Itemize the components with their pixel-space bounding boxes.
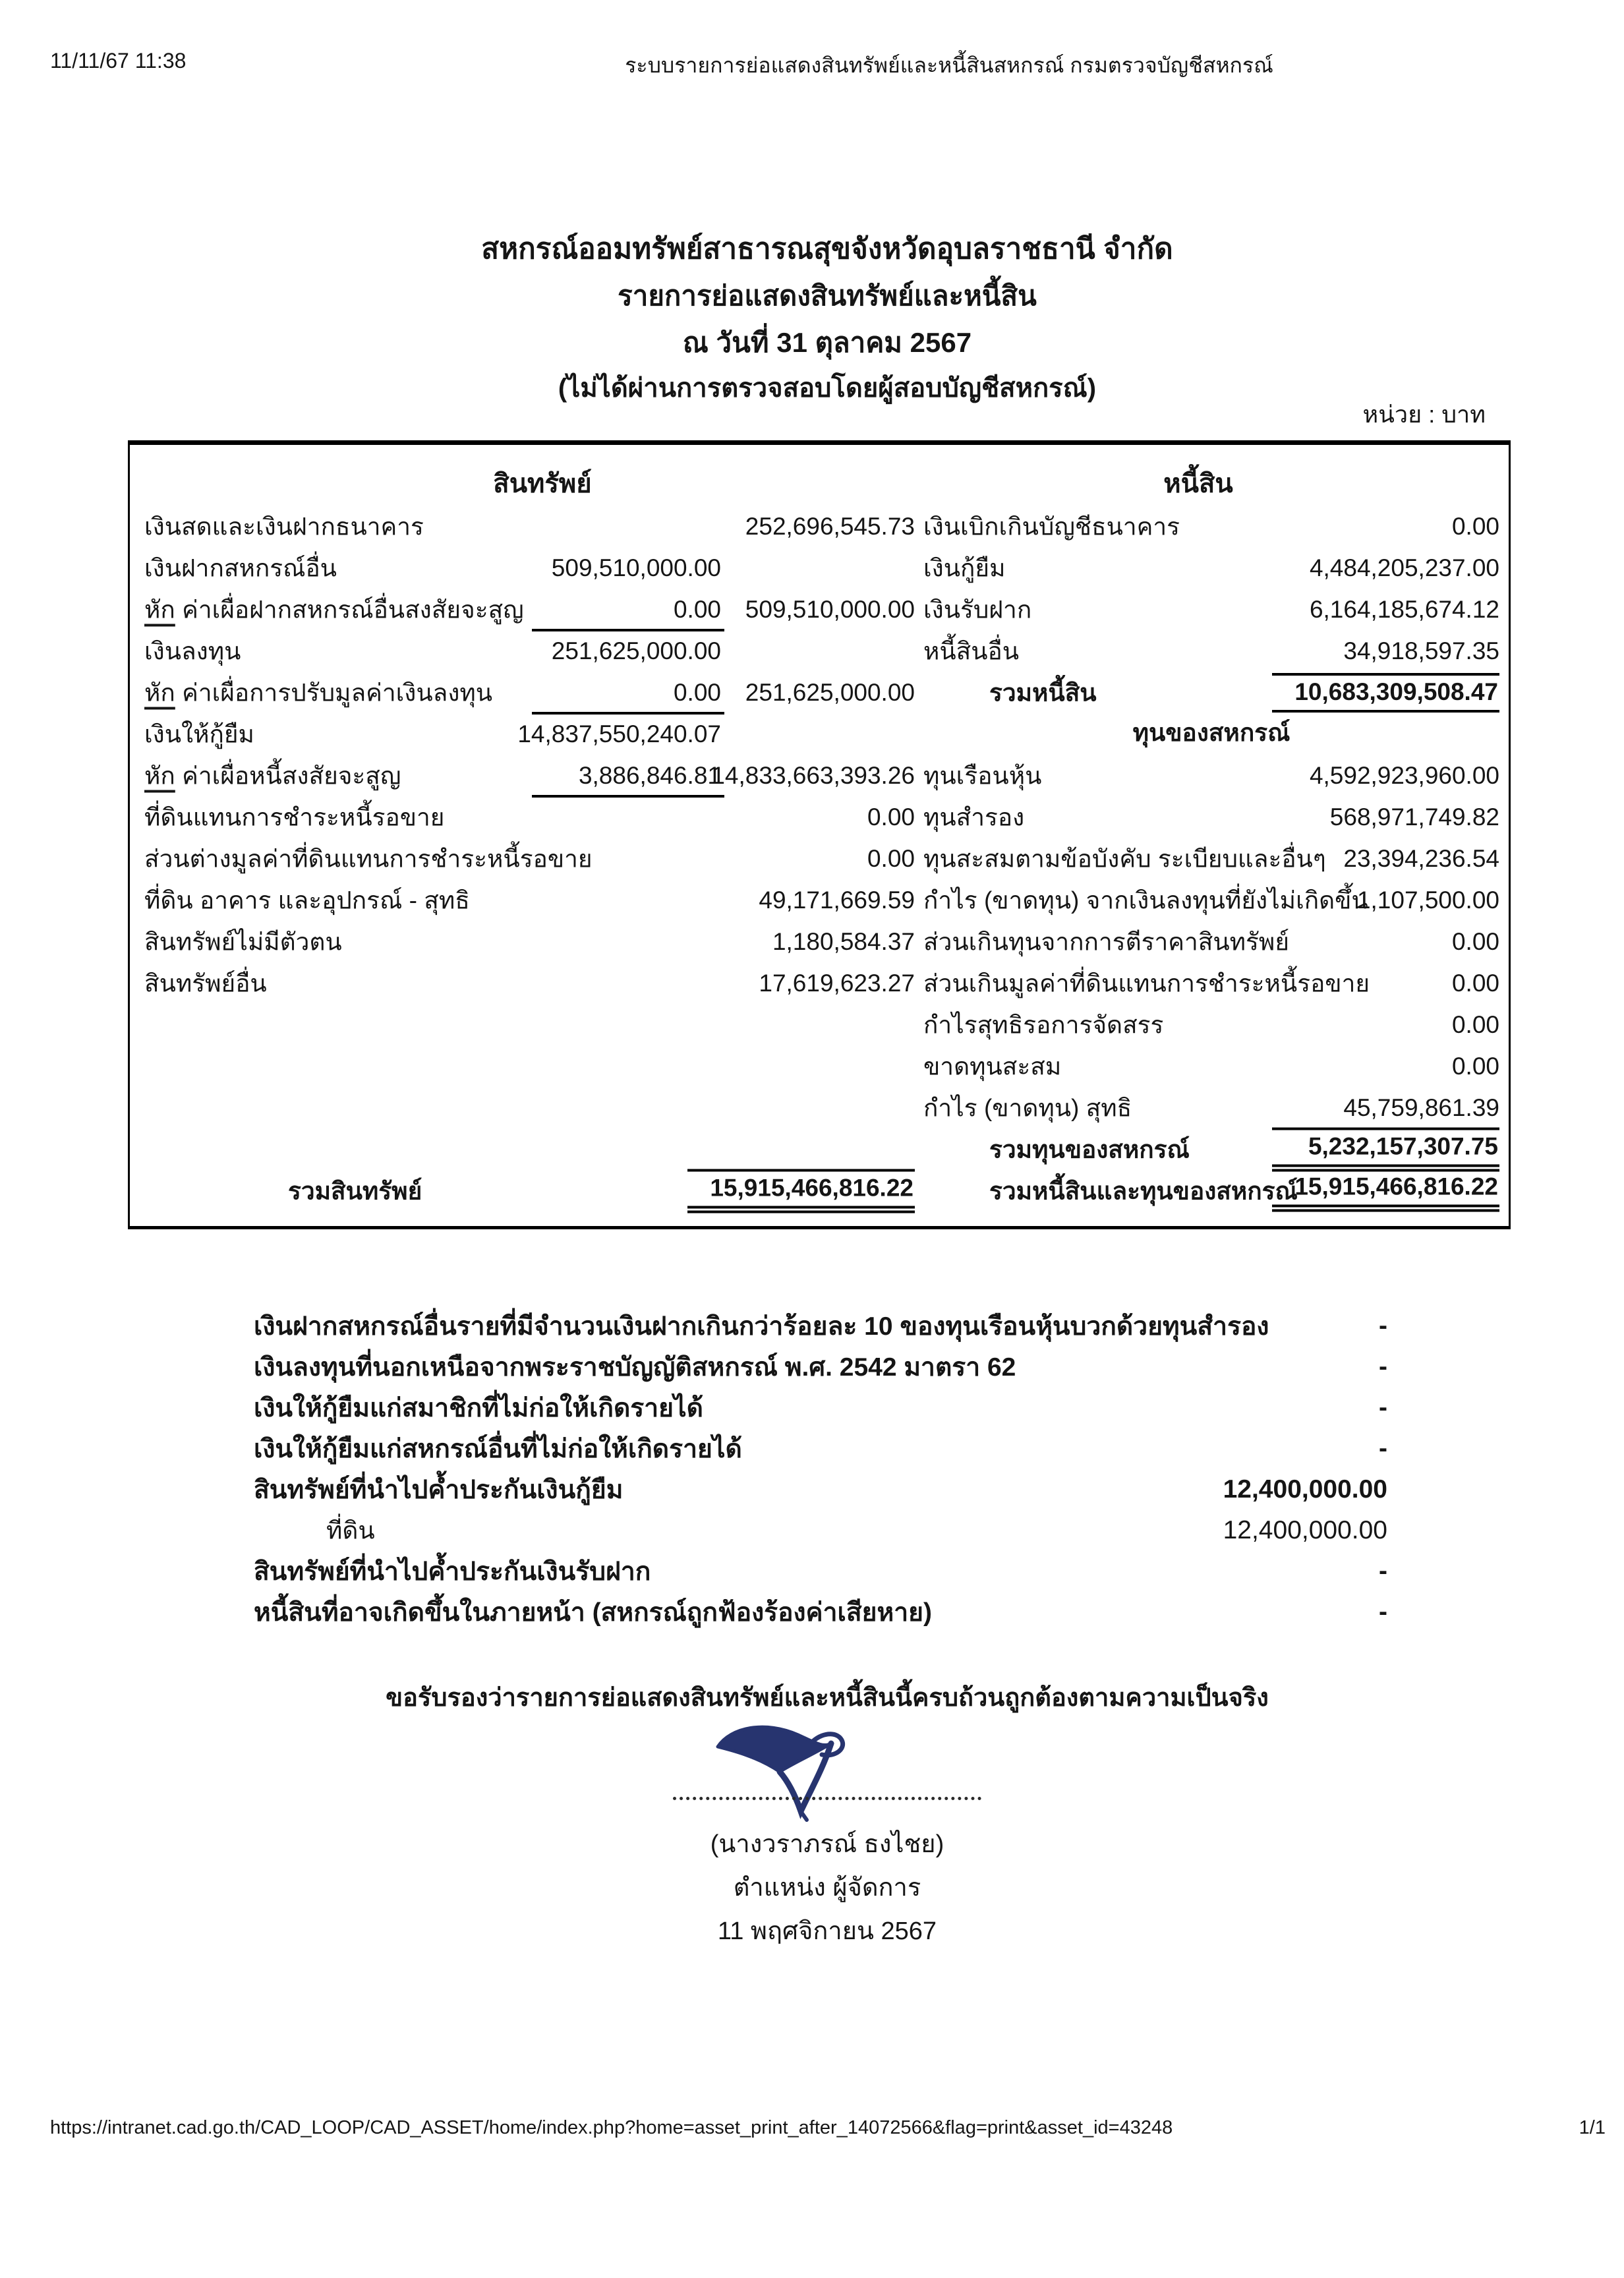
- asset-row: [130, 672, 915, 713]
- note-label: สินทรัพย์ที่นำไปค้ำประกันเงินกู้ยืม: [254, 1476, 624, 1504]
- asset-row-label: หัก ค่าเผื่อการปรับมูลค่าเงินลงทุน: [144, 679, 493, 706]
- unit-label: หน่วย : บาท: [1362, 401, 1486, 428]
- note-label: สินทรัพย์ที่นำไปค้ำประกันเงินรับฝาก: [254, 1558, 651, 1586]
- asset-row: [130, 838, 915, 879]
- note-label: ที่ดิน: [326, 1517, 375, 1544]
- assets-total-row: [130, 1170, 915, 1212]
- asset-amount-col1: 509,510,000.00: [551, 554, 721, 581]
- note-row: [254, 1510, 1387, 1551]
- asset-row-label: หัก ค่าเผื่อฝากสหกรณ์อื่นสงสัยจะสูญ: [144, 596, 524, 623]
- spacer-row: [130, 1128, 915, 1170]
- note-row: [254, 1551, 1387, 1592]
- asset-row: [130, 921, 915, 962]
- asset-amount-col2: 0.00: [867, 844, 915, 872]
- capital-section-label: ทุนของสหกรณ์: [1132, 719, 1290, 746]
- liability-row-label: เงินกู้ยืม: [923, 554, 1006, 581]
- asset-amount-col1: 251,625,000.00: [551, 637, 721, 664]
- note-value: -: [1379, 1434, 1387, 1463]
- liability-amount: 568,971,749.82: [1329, 803, 1499, 831]
- liability-row-label: ส่วนเกินมูลค่าที่ดินแทนการชำระหนี้รอขาย: [923, 970, 1370, 997]
- liability-total-row: [923, 1128, 1499, 1170]
- balance-sheet-table: [128, 440, 1511, 1229]
- as-of-date: ณ วันที่ 31 ตุลาคม 2567: [682, 327, 972, 358]
- assets-total-label: รวมสินทรัพย์: [288, 1177, 422, 1204]
- system-title: ระบบรายการย่อแสดงสินทรัพย์และหนี้สินสหกรณ์ กรมตรวจบัญชีสหกรณ์: [625, 53, 1273, 77]
- liability-total-row: [923, 1170, 1499, 1212]
- assets-column: [130, 506, 915, 1212]
- liability-amount: 4,592,923,960.00: [1309, 761, 1499, 789]
- audit-note: (ไม่ได้ผ่านการตรวจสอบโดยผู้สอบบัญชีสหกรณ์): [558, 374, 1097, 403]
- asset-amount-col2: 252,696,545.73: [745, 512, 915, 540]
- liability-row-label: รวมหนี้สินและทุนของสหกรณ์: [989, 1177, 1298, 1204]
- asset-row-label: ที่ดินแทนการชำระหนี้รอขาย: [144, 803, 445, 831]
- liability-amount: 23,394,236.54: [1343, 844, 1499, 872]
- footer-url: https://intranet.cad.go.th/CAD_LOOP/CAD_ASSET/home/index.php?home=asset_print_after_14072566&flag=print&asset_id=43248: [50, 2117, 1173, 2138]
- liability-row-label: กำไร (ขาดทุน) สุทธิ: [923, 1094, 1132, 1121]
- liability-row-label: เงินรับฝาก: [923, 596, 1032, 623]
- note-row: [254, 1387, 1387, 1428]
- supplementary-notes: [254, 1306, 1387, 1633]
- liability-row-label: ส่วนเกินทุนจากการตีราคาสินทรัพย์: [923, 928, 1289, 955]
- liability-row: [923, 962, 1499, 1004]
- liability-amount: 0.00: [1451, 969, 1499, 997]
- signed-date: 11 พฤศจิกายน 2567: [717, 1917, 937, 1945]
- signer-name: (นางวราภรณ์ ธงไชย): [710, 1830, 944, 1858]
- liability-amount: 0.00: [1451, 512, 1499, 540]
- asset-row: [130, 630, 915, 672]
- asset-row: [130, 879, 915, 921]
- liability-amount: 0.00: [1451, 927, 1499, 955]
- liability-amount: 1,107,500.00: [1356, 886, 1499, 914]
- liability-row: [923, 589, 1499, 630]
- asset-amount-col1: 0.00: [673, 595, 721, 623]
- liability-amount: 0.00: [1451, 1052, 1499, 1080]
- deduct-word: หัก: [144, 679, 175, 706]
- liability-row: [923, 921, 1499, 962]
- note-value: -: [1379, 1353, 1387, 1381]
- assets-column-header: สินทรัพย์: [493, 469, 592, 498]
- liability-row-label: รวมทุนของสหกรณ์: [989, 1136, 1190, 1163]
- liability-row-label: ทุนสะสมตามข้อบังคับ ระเบียบและอื่นๆ: [923, 845, 1326, 872]
- asset-row: [130, 506, 915, 547]
- asset-amount-col2: 1,180,584.37: [772, 927, 915, 955]
- asset-row-label: ที่ดิน อาคาร และอุปกรณ์ - สุทธิ: [144, 887, 470, 914]
- liability-amount: [1272, 673, 1499, 713]
- liability-row: [923, 1087, 1499, 1128]
- liability-row: [923, 630, 1499, 672]
- print-datetime: 11/11/67 11:38: [50, 49, 187, 73]
- assets-total-amount: 15,915,466,816.22: [687, 1169, 915, 1213]
- asset-row-label: เงินให้กู้ยืม: [144, 720, 254, 747]
- liability-row-label: ขาดทุนสะสม: [923, 1053, 1062, 1080]
- liability-row: [923, 879, 1499, 921]
- asset-row: [130, 713, 915, 755]
- note-value: -: [1379, 1557, 1387, 1585]
- asset-row: [130, 547, 915, 589]
- note-row: [254, 1469, 1387, 1510]
- liability-amount: 6,164,185,674.12: [1309, 595, 1499, 623]
- liability-amount: [1272, 1127, 1499, 1171]
- liability-amount: 0.00: [1451, 1010, 1499, 1038]
- page-number: 1/1: [1579, 2117, 1606, 2138]
- asset-row-label: เงินลงทุน: [144, 637, 241, 664]
- grand-total-amount: 15,915,466,816.22: [1272, 1170, 1499, 1212]
- org-name: สหกรณ์ออมทรัพย์สาธารณสุขจังหวัดอุบลราชธานี จำกัด: [481, 233, 1173, 265]
- capital-section-header: [923, 713, 1499, 755]
- note-value: -: [1379, 1393, 1387, 1422]
- liability-row: [923, 506, 1499, 547]
- asset-row: [130, 755, 915, 796]
- liability-amount: 45,759,861.39: [1343, 1094, 1499, 1121]
- capital-total-amount: 5,232,157,307.75: [1272, 1127, 1499, 1171]
- asset-amount-col1: 14,837,550,240.07: [517, 720, 721, 747]
- liability-amount: 4,484,205,237.00: [1309, 554, 1499, 581]
- note-row: [254, 1347, 1387, 1387]
- asset-row-label: เงินสดและเงินฝากธนาคาร: [144, 513, 424, 540]
- asset-amount-col2: 0.00: [867, 803, 915, 831]
- liability-row-label: ทุนเรือนหุ้น: [923, 762, 1042, 789]
- asset-row: [130, 962, 915, 1004]
- asset-amount-col2: 14,833,663,393.26: [711, 761, 915, 789]
- asset-row-label: ส่วนต่างมูลค่าที่ดินแทนการชำระหนี้รอขาย: [144, 845, 593, 872]
- liability-row-label: กำไรสุทธิรอการจัดสรร: [923, 1011, 1164, 1038]
- asset-amount-col2: 17,619,623.27: [759, 969, 915, 997]
- liability-row-label: หนี้สินอื่น: [923, 637, 1020, 664]
- asset-row-label: เงินฝากสหกรณ์อื่น: [144, 554, 337, 581]
- liability-row-label: ทุนสำรอง: [923, 803, 1025, 831]
- note-label: หนี้สินที่อาจเกิดขึ้นในภายหน้า (สหกรณ์ถูกฟ้องร้องค่าเสียหาย): [254, 1598, 932, 1627]
- asset-amount-col2: 49,171,669.59: [759, 886, 915, 914]
- spacer-row: [130, 1004, 915, 1045]
- liabilities-total-amount: 10,683,309,508.47: [1272, 673, 1499, 713]
- note-row: [254, 1428, 1387, 1469]
- liability-row: [923, 1004, 1499, 1045]
- asset-amount-col2: 509,510,000.00: [745, 595, 915, 623]
- asset-amount-col1: 3,886,846.81: [578, 761, 721, 789]
- asset-row-label: สินทรัพย์อื่น: [144, 970, 267, 997]
- note-value: 12,400,000.00: [1223, 1516, 1387, 1544]
- deduct-word: หัก: [144, 762, 175, 789]
- report-title: รายการย่อแสดงสินทรัพย์และหนี้สิน: [618, 280, 1037, 311]
- asset-amount-col1: 0.00: [673, 678, 721, 706]
- note-label: เงินให้กู้ยืมแก่สมาชิกที่ไม่ก่อให้เกิดรายได้: [254, 1394, 703, 1422]
- signature-dotted-line: [673, 1780, 981, 1800]
- deduct-word: หัก: [144, 596, 175, 623]
- note-row: [254, 1306, 1387, 1347]
- liability-row-label: เงินเบิกเกินบัญชีธนาคาร: [923, 513, 1180, 540]
- signer-position: ตำแหน่ง ผู้จัดการ: [733, 1874, 921, 1902]
- asset-row-label: หัก ค่าเผื่อหนี้สงสัยจะสูญ: [144, 762, 401, 789]
- assets-total-value: [687, 1169, 915, 1213]
- spacer-row: [130, 1045, 915, 1087]
- liabilities-column: [923, 506, 1499, 1212]
- liability-row: [923, 547, 1499, 589]
- spacer-row: [130, 1087, 915, 1128]
- note-row: [254, 1592, 1387, 1633]
- liability-row: [923, 796, 1499, 838]
- liability-amount: [1272, 1170, 1499, 1212]
- asset-row: [130, 589, 915, 630]
- note-value: 12,400,000.00: [1223, 1475, 1387, 1504]
- note-label: เงินลงทุนที่นอกเหนือจากพระราชบัญญัติสหกรณ์ พ.ศ. 2542 มาตรา 62: [254, 1353, 1016, 1382]
- liability-amount: 34,918,597.35: [1343, 637, 1499, 664]
- liability-row: [923, 838, 1499, 879]
- certification-statement: ขอรับรองว่ารายการย่อแสดงสินทรัพย์และหนี้สินนี้ครบถ้วนถูกต้องตามความเป็นจริง: [386, 1684, 1269, 1712]
- note-value: -: [1379, 1312, 1387, 1340]
- note-label: เงินให้กู้ยืมแก่สหกรณ์อื่นที่ไม่ก่อให้เกิดรายได้: [254, 1435, 742, 1463]
- liability-total-row: [923, 672, 1499, 713]
- note-label: เงินฝากสหกรณ์อื่นรายที่มีจำนวนเงินฝากเกินกว่าร้อยละ 10 ของทุนเรือนหุ้นบวกด้วยทุนสำรอง: [254, 1312, 1269, 1341]
- signature-handwriting: [709, 1712, 873, 1825]
- liability-row: [923, 1045, 1499, 1087]
- asset-amount-col2: 251,625,000.00: [745, 678, 915, 706]
- liability-row-label: กำไร (ขาดทุน) จากเงินลงทุนที่ยังไม่เกิดขึ้น: [923, 887, 1368, 914]
- asset-row: [130, 796, 915, 838]
- liabilities-column-header: หนี้สิน: [1163, 469, 1233, 498]
- liability-row-label: รวมหนี้สิน: [989, 679, 1097, 706]
- note-value: -: [1379, 1598, 1387, 1626]
- asset-row-label: สินทรัพย์ไม่มีตัวตน: [144, 928, 342, 955]
- liability-row: [923, 755, 1499, 796]
